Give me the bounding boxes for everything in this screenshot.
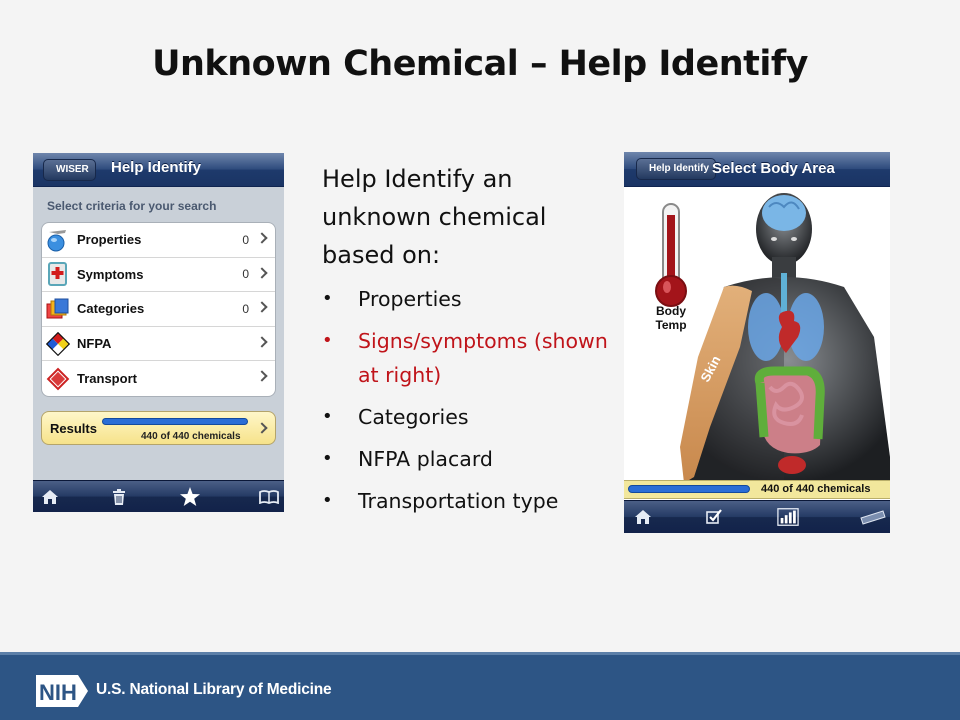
tab-bar <box>624 500 890 533</box>
ruler-icon[interactable] <box>858 507 888 527</box>
checkbox-icon[interactable] <box>703 507 725 527</box>
back-button[interactable]: Help Identify <box>636 158 716 180</box>
first-aid-book-icon <box>45 261 71 287</box>
select-body-area-screen <box>624 152 890 533</box>
nih-logo[interactable] <box>34 673 90 709</box>
bullet-item: • NFPA placard <box>322 442 612 476</box>
slide-title: Unknown Chemical – Help Identify <box>152 44 808 84</box>
results-progress-bar <box>102 418 248 425</box>
menu-label: Transport <box>77 371 137 387</box>
body-diagram <box>624 187 890 483</box>
skin-label[interactable]: Skin <box>697 353 724 385</box>
body-silhouette[interactable] <box>680 193 890 483</box>
menu-count: 0 <box>242 232 249 247</box>
nav-bar <box>33 153 284 187</box>
trash-icon[interactable] <box>108 487 130 507</box>
nfpa-diamond-icon <box>45 331 71 357</box>
body-temp-label-line-1: Body <box>656 304 686 318</box>
chemicals-progress <box>624 480 890 499</box>
menu-item-symptoms[interactable] <box>42 258 275 293</box>
home-icon[interactable] <box>632 507 654 527</box>
menu-label: Symptoms <box>77 266 144 282</box>
flask-icon <box>45 227 71 253</box>
back-button[interactable]: WISER <box>43 159 96 181</box>
bullet-item: • Transportation type <box>322 484 612 518</box>
body-temp-label-line-2: Temp <box>655 318 687 332</box>
chevron-right-icon <box>256 267 267 278</box>
menu-count: 0 <box>242 301 249 316</box>
footer-org-name: U.S. National Library of Medicine <box>96 681 332 698</box>
thermometer-icon[interactable] <box>656 204 686 306</box>
folders-icon <box>45 296 71 322</box>
bullet-item-highlight: • Signs/symptoms (shown at right) <box>322 324 612 392</box>
menu-item-nfpa[interactable] <box>42 327 275 362</box>
menu-item-transport[interactable] <box>42 361 275 396</box>
book-icon[interactable] <box>258 487 280 507</box>
home-icon[interactable] <box>39 487 61 507</box>
criteria-label: Select criteria for your search <box>47 199 217 213</box>
results-button[interactable] <box>41 411 276 445</box>
footer-bar <box>0 652 960 720</box>
criteria-bullet-list <box>322 282 612 526</box>
intro-text: Help Identify an unknown chemical based on: <box>322 165 547 269</box>
chevron-right-icon <box>256 232 267 243</box>
tab-bar <box>33 480 284 512</box>
star-icon[interactable] <box>179 487 201 507</box>
chevron-right-icon <box>256 371 267 382</box>
menu-label: Properties <box>77 232 142 248</box>
menu-item-properties[interactable] <box>42 223 275 258</box>
chevron-right-icon <box>256 302 267 313</box>
nav-bar <box>624 152 890 187</box>
menu-label: Categories <box>77 301 145 317</box>
progress-count: 440 of 440 chemicals <box>761 483 871 495</box>
placard-icon <box>45 366 71 392</box>
criteria-menu <box>41 222 276 397</box>
results-count: 440 of 440 chemicals <box>141 431 241 442</box>
chevron-right-icon <box>256 422 267 433</box>
svg-text:NIH: NIH <box>39 680 77 705</box>
screen-title: Help Identify <box>111 159 202 176</box>
results-label: Results <box>50 421 97 436</box>
menu-item-categories[interactable] <box>42 292 275 327</box>
menu-label: NFPA <box>77 336 112 352</box>
chevron-right-icon <box>256 336 267 347</box>
progress-bar <box>628 485 750 493</box>
bullet-item: • Categories <box>322 400 612 434</box>
chart-icon[interactable] <box>777 507 799 527</box>
screen-title: Select Body Area <box>712 160 835 177</box>
help-identify-screen <box>33 153 284 512</box>
bullet-item: • Properties <box>322 282 612 316</box>
menu-count: 0 <box>242 267 249 282</box>
